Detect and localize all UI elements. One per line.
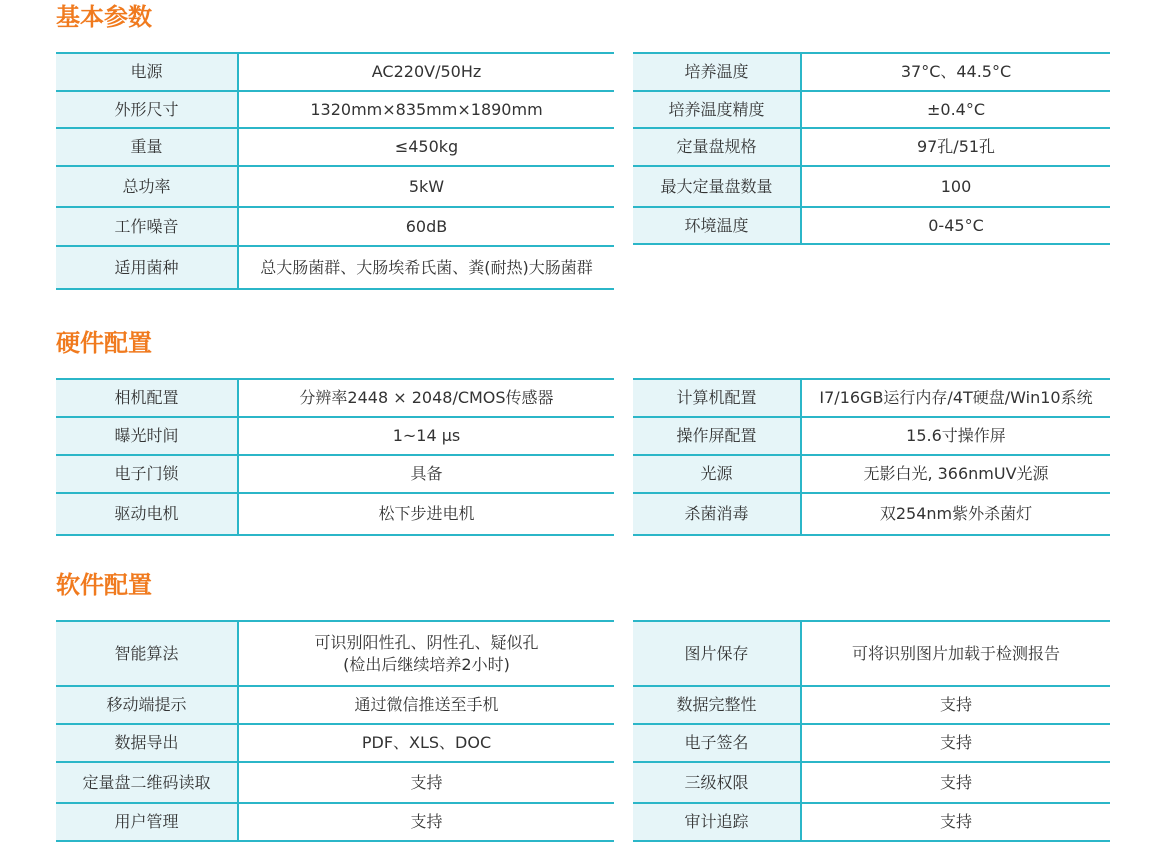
table-row [56,803,614,841]
table-row [56,762,614,803]
param-value: 通过微信推送至手机 [238,686,614,724]
table-row [56,686,614,724]
param-key: 适用菌种 [56,246,238,289]
table-row [633,207,1110,244]
param-value: 具备 [238,455,614,493]
table-row [633,417,1110,455]
table-row [56,246,614,289]
param-value: 60dB [238,207,614,246]
basic-params-table-left [56,52,614,290]
table-row [633,455,1110,493]
param-value: 支持 [801,724,1110,762]
table-row [633,762,1110,803]
param-value: 支持 [801,686,1110,724]
param-key: 培养温度 [633,53,801,91]
param-key: 计算机配置 [633,379,801,417]
table-row [56,166,614,207]
param-key: 三级权限 [633,762,801,803]
table-row [633,166,1110,207]
param-value: ±0.4°C [801,91,1110,128]
table-row [633,686,1110,724]
param-key: 外形尺寸 [56,91,238,128]
param-value: 支持 [238,803,614,841]
param-key: 工作噪音 [56,207,238,246]
param-key: 操作屏配置 [633,417,801,455]
param-key: 杀菌消毒 [633,493,801,535]
param-value: 100 [801,166,1110,207]
section-title-software: 软件配置 [56,571,152,599]
table-row [56,417,614,455]
table-row [633,53,1110,91]
param-value: 15.6寸操作屏 [801,417,1110,455]
param-value: 可将识别图片加载于检测报告 [801,621,1110,686]
param-value: 分辨率2448 × 2048/CMOS传感器 [238,379,614,417]
table-row [56,455,614,493]
param-key: 光源 [633,455,801,493]
table-row [633,803,1110,841]
param-value: 总大肠菌群、大肠埃希氏菌、粪(耐热)大肠菌群 [238,246,614,289]
param-value: PDF、XLS、DOC [238,724,614,762]
param-key: 环境温度 [633,207,801,244]
table-row [633,379,1110,417]
param-key: 图片保存 [633,621,801,686]
table-row [56,53,614,91]
param-value: 松下步进电机 [238,493,614,535]
table-row [633,724,1110,762]
param-key: 用户管理 [56,803,238,841]
param-value: 37°C、44.5°C [801,53,1110,91]
param-key: 电源 [56,53,238,91]
param-key: 数据导出 [56,724,238,762]
param-value: 支持 [801,803,1110,841]
hardware-table-right [633,378,1110,536]
param-value: 支持 [238,762,614,803]
param-value: 0-45°C [801,207,1110,244]
param-key: 电子签名 [633,724,801,762]
param-value: AC220V/50Hz [238,53,614,91]
param-key: 最大定量盘数量 [633,166,801,207]
param-key: 定量盘规格 [633,128,801,166]
param-value: 无影白光, 366nmUV光源 [801,455,1110,493]
param-value: 5kW [238,166,614,207]
table-row [633,621,1110,686]
table-row [56,379,614,417]
table-row [56,724,614,762]
table-row [633,91,1110,128]
param-value: ≤450kg [238,128,614,166]
param-value-line-2: (检出后继续培养2小时) [343,654,510,674]
table-row [633,493,1110,535]
param-key: 数据完整性 [633,686,801,724]
param-key: 曝光时间 [56,417,238,455]
table-row [56,493,614,535]
param-key: 重量 [56,128,238,166]
table-row [56,207,614,246]
param-key: 审计追踪 [633,803,801,841]
param-value: 97孔/51孔 [801,128,1110,166]
param-value: 1320mm×835mm×1890mm [238,91,614,128]
param-value-line-1: 可识别阳性孔、阴性孔、疑似孔 [314,632,539,652]
section-title-hardware: 硬件配置 [56,329,152,357]
basic-params-table-right [633,52,1110,245]
param-key: 电子门锁 [56,455,238,493]
hardware-table-left [56,378,614,536]
section-title-basic: 基本参数 [56,3,152,31]
param-value: 双254nm紫外杀菌灯 [801,493,1110,535]
table-row [633,128,1110,166]
table-row [56,128,614,166]
param-key: 移动端提示 [56,686,238,724]
param-value: 1~14 μs [238,417,614,455]
param-key: 总功率 [56,166,238,207]
software-table-right [633,620,1110,842]
param-value-multiline [238,621,614,686]
param-key: 智能算法 [56,621,238,686]
software-table-left [56,620,614,842]
param-value: 支持 [801,762,1110,803]
table-row [56,621,614,686]
param-value: I7/16GB运行内存/4T硬盘/Win10系统 [801,379,1110,417]
param-key: 驱动电机 [56,493,238,535]
param-key: 定量盘二维码读取 [56,762,238,803]
param-key: 培养温度精度 [633,91,801,128]
table-row [56,91,614,128]
param-key: 相机配置 [56,379,238,417]
